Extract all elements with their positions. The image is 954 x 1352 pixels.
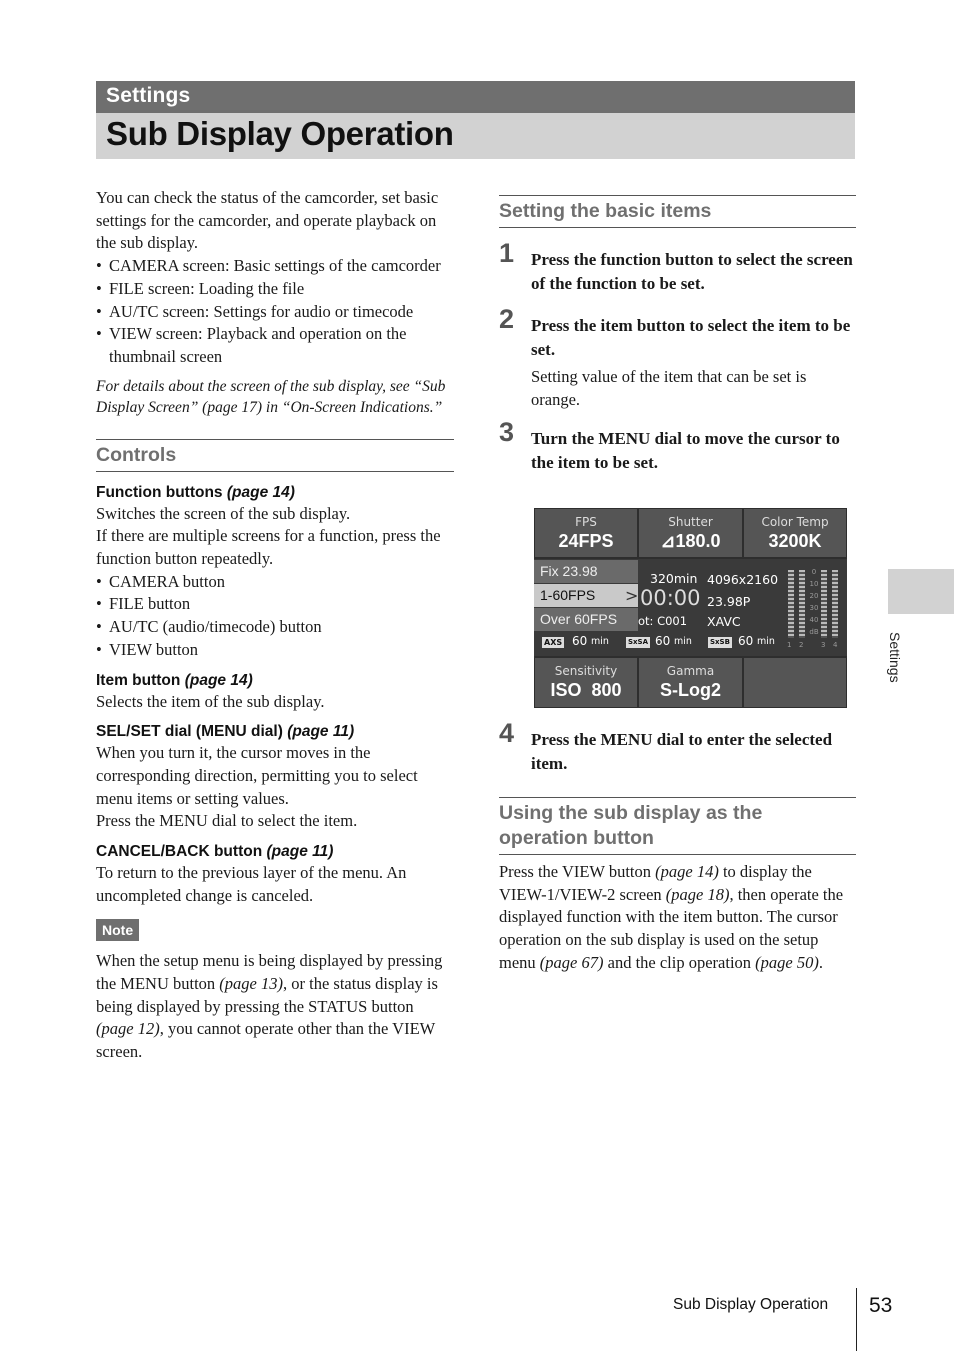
list-item: • AU/TC screen: Settings for audio or timecode: [96, 301, 454, 324]
step-subtext: Setting value of the item that can be set is orange.: [531, 367, 807, 409]
page-ref: (page 11): [266, 843, 334, 861]
item-button-title: Item button (page 14): [96, 671, 253, 689]
list-item: • CAMERA screen: Basic settings of the camcorder: [96, 255, 454, 278]
step-text: Press the item button to select the item to be set.: [531, 316, 851, 359]
step-text: Press the function button to select the screen of the function to be set.: [531, 250, 853, 293]
gamma-value: S-Log2: [660, 680, 721, 700]
gamma-label: Gamma: [666, 664, 715, 678]
resolution: 4096x2160: [707, 572, 779, 587]
page-ref: (page 67): [539, 952, 604, 972]
sensitivity-value: ISO 800: [550, 680, 622, 700]
sensitivity-cell: [535, 658, 637, 707]
function-buttons-desc: Switches the screen of the sub display.: [96, 503, 351, 523]
function-buttons-list: [96, 571, 454, 662]
meter-bar: [788, 570, 794, 638]
audio-meter: [785, 566, 843, 650]
reference-note: For details about the screen of the sub display, see “Sub Display Screen” (page 17) in “On-Screen Indications.”: [96, 377, 446, 417]
right-column-lower: [499, 718, 856, 975]
gamma-cell: [639, 658, 742, 707]
right-column: [499, 195, 856, 475]
function-buttons-block: [96, 483, 454, 662]
step-text: Turn the MENU dial to move the cursor to the item to be set.: [531, 429, 840, 473]
clip-name: ot: C001: [638, 614, 688, 628]
section-band: [96, 81, 855, 113]
fps-label: FPS: [575, 515, 597, 529]
page-ref: (page 11): [287, 723, 355, 741]
media-value: 60: [572, 634, 588, 648]
shutter-cell: [639, 509, 742, 557]
sel-set-dial-desc2: Press the MENU dial to select the item.: [96, 811, 358, 831]
basic-items-heading: Setting the basic items: [499, 195, 856, 228]
list-item: • VIEW screen: Playback and operation on the thumbnail screen: [96, 323, 454, 368]
intro-text: You can check the status of the camcorder, set basic settings for the camcorder, and operate playback on the sub display.: [96, 188, 439, 253]
sensitivity-label: Sensitivity: [554, 664, 618, 678]
function-buttons-desc2: If there are multiple screens for a function, press the function button repeatedly.: [96, 526, 441, 569]
meter-scale: 0 10 20 30 40 dB: [809, 568, 819, 636]
frame-rate: 23.98P: [707, 594, 751, 609]
page-title: Sub Display Operation: [106, 115, 454, 152]
meter-channel: 3: [821, 641, 826, 649]
empty-cell: [744, 658, 846, 707]
meter-channel: 1: [787, 641, 792, 649]
operation-button-text: Press the VIEW button (page 14) to display the VIEW-1/VIEW-2 screen (page 18), then operate the displayed function with the item button. The cursor operation on the sub display is used on the setup menu (page 67) and the clip operation (page 50).: [499, 862, 844, 972]
page-ref: (page 14): [184, 671, 253, 689]
menu-item-selected: 1-60FPS: [534, 584, 638, 607]
controls-heading: Controls: [96, 439, 454, 472]
list-item: • FILE button: [96, 593, 454, 616]
step-3: [499, 417, 856, 475]
page-ref: (page 18): [665, 884, 730, 904]
page-ref: (page 12): [96, 1019, 160, 1039]
timecode: 00:00: [640, 586, 701, 610]
note-block: [96, 919, 454, 1063]
step-4: [499, 718, 856, 776]
list-item: • FILE screen: Loading the file: [96, 278, 454, 301]
item-button-desc: Selects the item of the sub display.: [96, 691, 325, 711]
step-number: 2: [499, 304, 515, 334]
media-unit: min: [591, 636, 609, 647]
color-temp-label: Color Temp: [761, 515, 829, 529]
sub-display-screen: [534, 508, 847, 708]
codec: XAVC: [707, 614, 741, 629]
item-button-block: [96, 671, 454, 714]
list-item: • CAMERA button: [96, 571, 454, 594]
step-number: 4: [499, 718, 515, 748]
sel-set-dial-title: SEL/SET dial (MENU dial) (page 11): [96, 723, 355, 741]
step-text: Press the MENU dial to enter the selected item.: [531, 730, 833, 773]
shutter-label: Shutter: [668, 515, 713, 529]
footer-title: Sub Display Operation: [673, 1296, 829, 1313]
side-tab-label: Settings: [887, 632, 903, 683]
note-label: Note: [96, 919, 139, 941]
media-badge-sxsa: SxSA: [628, 638, 649, 646]
media-row: [536, 632, 782, 654]
menu-item-fix: Fix 23.98: [534, 560, 638, 583]
media-badge-axs: AXS: [544, 638, 563, 647]
meter-channel: 2: [799, 641, 804, 649]
screen-list: [96, 255, 454, 369]
sel-set-dial-block: [96, 722, 454, 833]
left-column: [96, 187, 454, 1064]
fps-value: 24FPS: [558, 531, 614, 551]
cancel-back-block: [96, 842, 454, 907]
meter-bar: [832, 570, 838, 638]
color-temp-value: 3200K: [768, 531, 822, 551]
step-number: 1: [499, 238, 515, 268]
note-text: When the setup menu is being displayed by pressing the MENU button (page 13), or the status display is being displayed by pressing the STATUS button (page 12), you cannot operate other than the VIEW screen.: [96, 951, 443, 1061]
page-ref: (page 50): [755, 952, 819, 972]
footer-divider: [856, 1288, 857, 1351]
step-1: [499, 238, 856, 296]
meter-bar: [821, 570, 827, 638]
page-number: 53: [869, 1294, 893, 1317]
page-ref: (page 13): [219, 973, 283, 993]
page-ref: (page 14): [655, 862, 719, 881]
menu-item-over: Over 60FPS: [534, 608, 638, 631]
step-number: 3: [499, 417, 515, 448]
media-unit: min: [674, 636, 692, 647]
color-temp-cell: [744, 509, 846, 557]
meter-bar: [799, 570, 805, 638]
menu-arrow-icon: >: [625, 586, 639, 605]
sel-set-dial-desc: When you turn it, the cursor moves in the corresponding direction, permitting you to select menu items or setting values.: [96, 743, 418, 808]
media-badge-sxsb: SxSB: [710, 638, 730, 646]
shutter-value: ⊿180.0: [660, 531, 721, 551]
fps-cell: [535, 509, 637, 557]
meter-channel: 4: [833, 641, 838, 649]
side-tab: [888, 569, 954, 614]
operation-button-heading: Using the sub display as the operation button: [499, 797, 856, 855]
function-buttons-title: Function buttons (page 14): [96, 483, 295, 501]
media-unit: min: [757, 636, 775, 647]
section-label: Settings: [106, 84, 191, 107]
list-item: • AU/TC (audio/timecode) button: [96, 616, 454, 639]
page-ref: (page 14): [226, 483, 295, 501]
cancel-back-desc: To return to the previous layer of the menu. An uncompleted change is canceled.: [96, 863, 407, 905]
cancel-back-title: CANCEL/BACK button (page 11): [96, 843, 334, 861]
rec-time: 320min: [650, 571, 698, 586]
media-value: 60: [655, 634, 671, 648]
list-item: • VIEW button: [96, 639, 454, 662]
media-value: 60: [738, 634, 754, 648]
step-2: [499, 304, 856, 411]
